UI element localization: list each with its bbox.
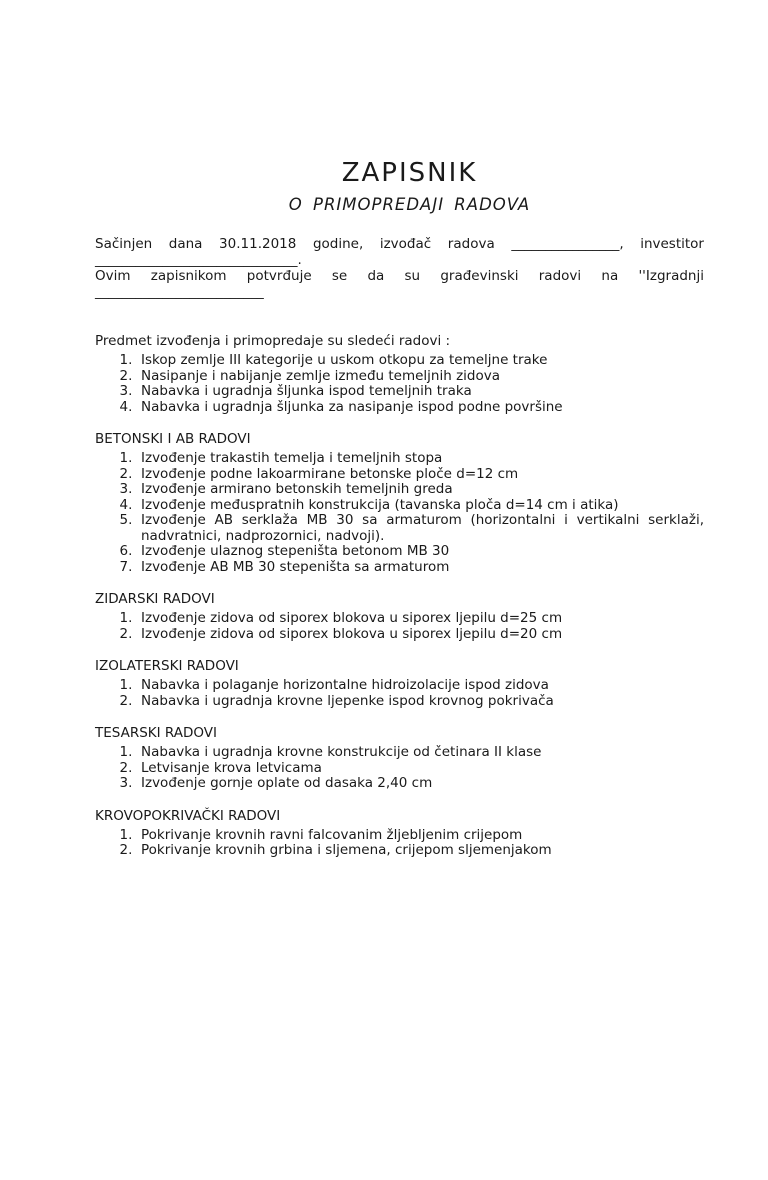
list-item — [95, 353, 704, 369]
item-text: Izvođenje armirano betonskih temeljnih greda — [141, 481, 453, 497]
list-item — [95, 678, 704, 694]
list-item — [95, 745, 704, 761]
item-text: Izvođenje zidova od siporex blokova u siporex ljepilu d=20 cm — [141, 625, 563, 642]
list-item — [95, 451, 704, 467]
section-heading-concrete: BETONSKI I AB RADOVI — [95, 431, 251, 447]
item-text: Nabavka i ugradnja krovne konstrukcije od četinara II klase — [141, 744, 542, 760]
item-number: 1. — [119, 610, 141, 626]
intro-word: ''Izgradnji — [638, 268, 704, 284]
item-number: 2. — [119, 367, 141, 384]
item-text: Izvođenje podne lakoarmirane betonske ploče d=12 cm — [141, 465, 519, 482]
item-text: Izvođenje AB serklaža MB 30 sa armaturom (horizontalni i vertikalni serklaži, nadvratnici, nadprozornici, nadvoji). — [141, 512, 704, 544]
item-number: 4. — [119, 398, 141, 415]
item-text: Nabavka i ugradnja krovne ljepenke ispod krovnog pokrivača — [141, 692, 554, 709]
contractor-blank: ________________, — [511, 236, 624, 252]
document-page — [0, 156, 768, 1180]
list-item — [95, 369, 704, 385]
intro-word: Sačinjen — [95, 236, 153, 252]
item-number: 2. — [119, 625, 141, 642]
item-number: 1. — [119, 744, 141, 760]
section-heading-insulation: IZOLATERSKI RADOVI — [95, 658, 239, 674]
item-number: 7. — [119, 558, 141, 575]
item-text: Iskop zemlje III kategorije u uskom otkopu za temeljne trake — [141, 352, 548, 368]
intro-word: radova — [447, 236, 495, 252]
item-number: 3. — [119, 775, 141, 791]
item-text: Letvisanje krova letvicama — [141, 759, 322, 776]
list-item — [95, 828, 704, 844]
item-text: Nabavka i polaganje horizontalne hidroizolacije ispod zidova — [141, 677, 549, 693]
general-works-list — [95, 353, 704, 415]
concrete-works-list — [95, 451, 704, 575]
item-text: Nabavka i ugradnja šljunka ispod temeljnih traka — [141, 383, 472, 399]
list-item — [95, 627, 704, 643]
item-text: Izvođenje ulaznog stepeništa betonom MB 30 — [141, 543, 450, 559]
intro-word: 30.11.2018 — [219, 236, 297, 252]
insulation-works-list — [95, 678, 704, 709]
intro-word: godine, — [312, 236, 364, 252]
subject-intro: Predmet izvođenja i primopredaje su sledeći radovi : — [95, 333, 451, 349]
intro-word: građevinski — [440, 268, 519, 284]
project-blank: _________________________ — [95, 284, 264, 300]
document-subtitle: O PRIMOPREDAJI RADOVA — [288, 195, 531, 214]
list-item — [95, 467, 704, 483]
item-text: Nasipanje i nabijanje zemlje između temeljnih zidova — [141, 367, 501, 384]
intro-word: investitor — [640, 236, 704, 252]
section-heading-roofing: KROVOPOKRIVAČKI RADOVI — [95, 807, 281, 824]
list-item — [95, 611, 704, 627]
section-heading-carpentry: TESARSKI RADOVI — [95, 725, 217, 741]
intro-word: da — [367, 268, 385, 284]
intro-word: radovi — [538, 268, 582, 284]
document-title: ZAPISNIK — [341, 158, 478, 188]
investor-blank: ______________________________. — [95, 252, 302, 268]
item-number: 3. — [119, 481, 141, 497]
list-item — [95, 776, 704, 792]
item-number: 4. — [119, 496, 141, 513]
roofing-works-list — [95, 828, 704, 859]
intro-word: izvođač — [379, 236, 432, 252]
item-number: 3. — [119, 383, 141, 399]
intro-word: se — [331, 268, 348, 284]
list-item — [95, 560, 704, 576]
carpentry-works-list — [95, 745, 704, 792]
intro-word: dana — [168, 236, 203, 252]
item-number: 1. — [119, 677, 141, 693]
list-item — [95, 513, 704, 544]
item-number: 6. — [119, 543, 141, 559]
list-item — [95, 843, 704, 859]
list-item — [95, 544, 704, 560]
item-text: Nabavka i ugradnja šljunka za nasipanje ispod podne površine — [141, 398, 563, 415]
item-number: 2. — [119, 465, 141, 482]
section-heading-masonry: ZIDARSKI RADOVI — [95, 591, 215, 607]
intro-word: na — [601, 268, 619, 284]
masonry-works-list — [95, 611, 704, 642]
item-number: 5. — [119, 512, 141, 528]
list-item — [95, 761, 704, 777]
item-text: Izvođenje gornje oplate od dasaka 2,40 cm — [141, 775, 433, 791]
item-number: 1. — [119, 352, 141, 368]
intro-word: su — [404, 268, 421, 284]
item-number: 2. — [119, 842, 141, 858]
intro-line-3 — [95, 268, 704, 284]
intro-paragraph — [95, 236, 704, 300]
intro-word: potvrđuje — [246, 268, 312, 284]
intro-line-1 — [95, 236, 704, 252]
list-item — [95, 400, 704, 416]
item-text: Izvođenje zidova od siporex blokova u siporex ljepilu d=25 cm — [141, 610, 563, 626]
intro-word: Ovim — [95, 268, 131, 284]
item-text: Pokrivanje krovnih ravni falcovanim žljebljenim crijepom — [141, 826, 523, 843]
item-text: Izvođenje međuspratnih konstrukcija (tavanska ploča d=14 cm i atika) — [141, 496, 619, 513]
list-item — [95, 384, 704, 400]
item-number: 2. — [119, 759, 141, 776]
list-item — [95, 482, 704, 498]
list-item — [95, 498, 704, 514]
item-number: 1. — [119, 450, 141, 466]
list-item — [95, 694, 704, 710]
item-number: 1. — [119, 826, 141, 843]
item-text: Pokrivanje krovnih grbina i sljemena, crijepom sljemenjakom — [141, 842, 552, 858]
item-text: Izvođenje AB MB 30 stepeništa sa armaturom — [141, 558, 450, 575]
item-number: 2. — [119, 692, 141, 709]
item-text: Izvođenje trakastih temelja i temeljnih stopa — [141, 450, 443, 466]
intro-word: zapisnikom — [150, 268, 227, 284]
